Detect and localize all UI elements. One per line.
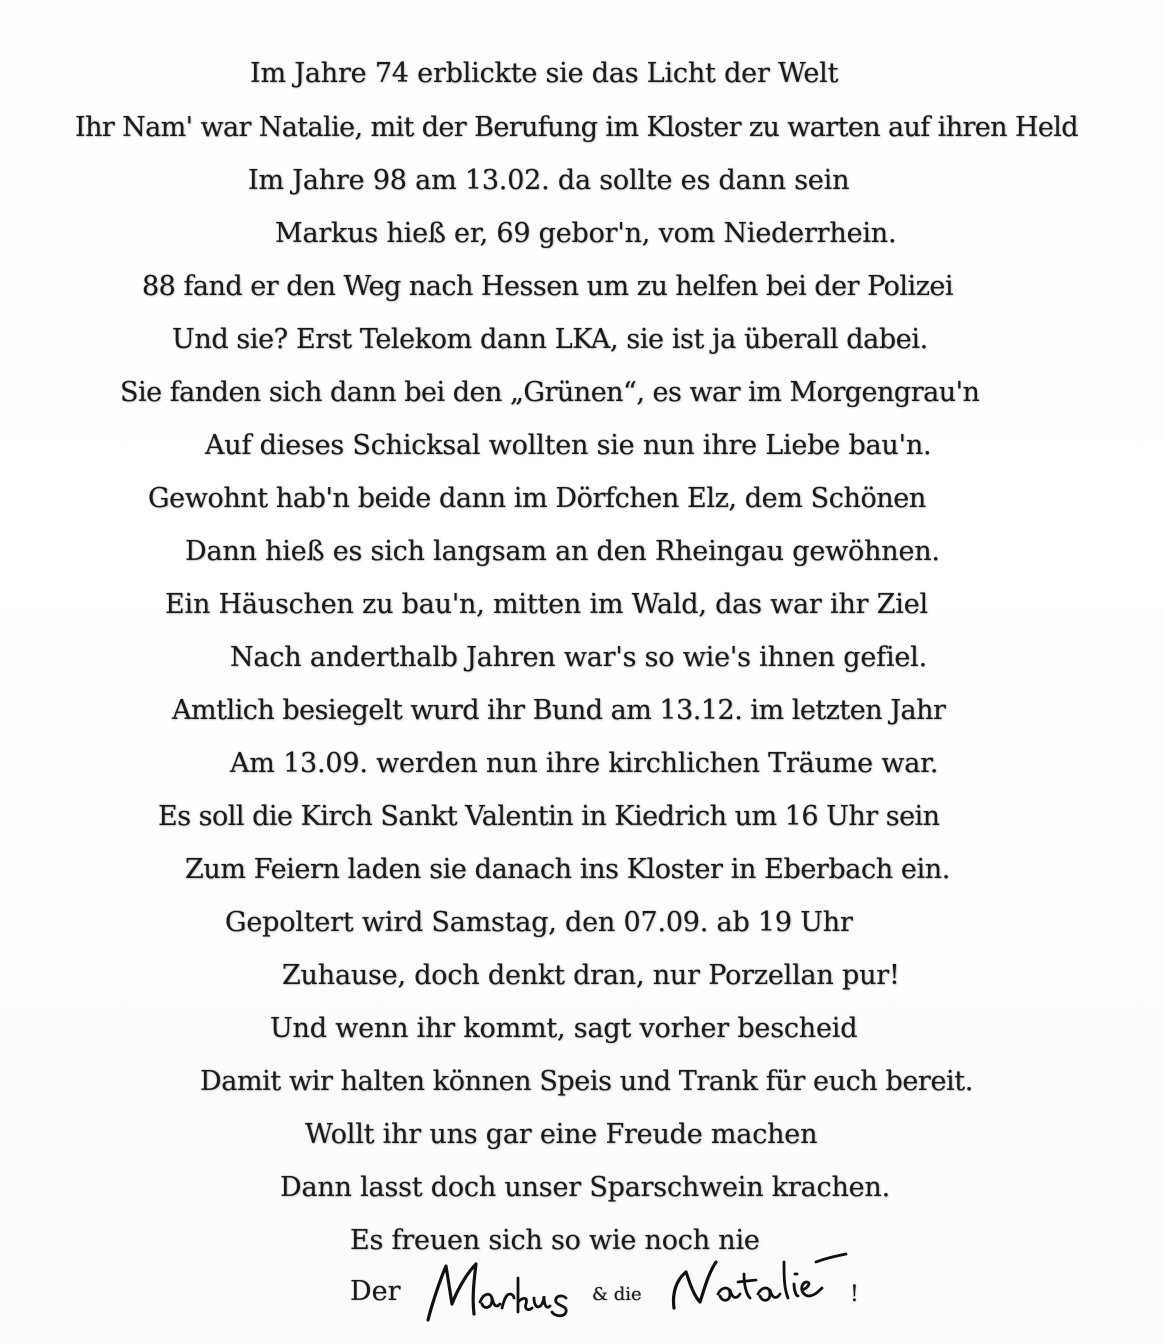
poem-line-13: Amtlich besiegelt wurd ihr Bund am 13.12. im letzten Jahr — [172, 695, 946, 726]
signature-natalie — [666, 1250, 856, 1320]
poem-line-15: Es soll die Kirch Sankt Valentin in Kiedrich um 16 Uhr sein — [158, 801, 940, 832]
poem-line-12: Nach anderthalb Jahren war's so wie's ihnen gefiel. — [230, 642, 927, 673]
poem-line-3: Im Jahre 98 am 13.02. da sollte es dann sein — [248, 165, 850, 196]
poem-line-11: Ein Häuschen zu bau'n, mitten im Wald, das war ihr Ziel — [165, 589, 928, 620]
poem-line-9: Gewohnt hab'n beide dann im Dörfchen Elz, dem Schönen — [148, 483, 926, 514]
closing-prefix: Der — [350, 1276, 401, 1307]
poem-line-8: Auf dieses Schicksal wollten sie nun ihre Liebe bau'n. — [205, 430, 932, 461]
signature-markus — [422, 1258, 592, 1328]
poem-line-18: Zuhause, doch denkt dran, nur Porzellan pur! — [282, 960, 900, 991]
poem-line-22: Dann lasst doch unser Sparschwein krachen. — [280, 1172, 890, 1203]
poem-line-14: Am 13.09. werden nun ihre kirchlichen Träume war. — [230, 748, 939, 779]
poem-line-6: Und sie? Erst Telekom dann LKA, sie ist ja überall dabei. — [172, 324, 928, 355]
poem-line-4: Markus hieß er, 69 gebor'n, vom Niederrhein. — [275, 218, 897, 249]
poem-line-17: Gepoltert wird Samstag, den 07.09. ab 19 Uhr — [225, 907, 853, 938]
poem-line-16: Zum Feiern laden sie danach ins Kloster in Eberbach ein. — [185, 854, 950, 885]
poem-line-19: Und wenn ihr kommt, sagt vorher bescheid — [270, 1013, 858, 1044]
poem-line-21: Wollt ihr uns gar eine Freude machen — [305, 1119, 818, 1150]
poem-line-2: Ihr Nam' war Natalie, mit der Berufung im Kloster zu warten auf ihren Held — [75, 112, 1078, 143]
poem-line-10: Dann hieß es sich langsam an den Rheingau gewöhnen. — [185, 536, 940, 567]
poem-line-5: 88 fand er den Weg nach Hessen um zu helfen bei der Polizei — [142, 271, 954, 302]
poem-line-20: Damit wir halten können Speis und Trank für euch bereit. — [200, 1066, 973, 1097]
poem-line-7: Sie fanden sich dann bei den „Grünen“, es war im Morgengrau'n — [120, 377, 980, 408]
closing-suffix: ! — [850, 1282, 859, 1307]
closing-connector: & die — [592, 1284, 642, 1305]
poem-line-1: Im Jahre 74 erblickte sie das Licht der Welt — [250, 58, 839, 89]
poem-line-23: Es freuen sich so wie noch nie — [350, 1225, 760, 1256]
